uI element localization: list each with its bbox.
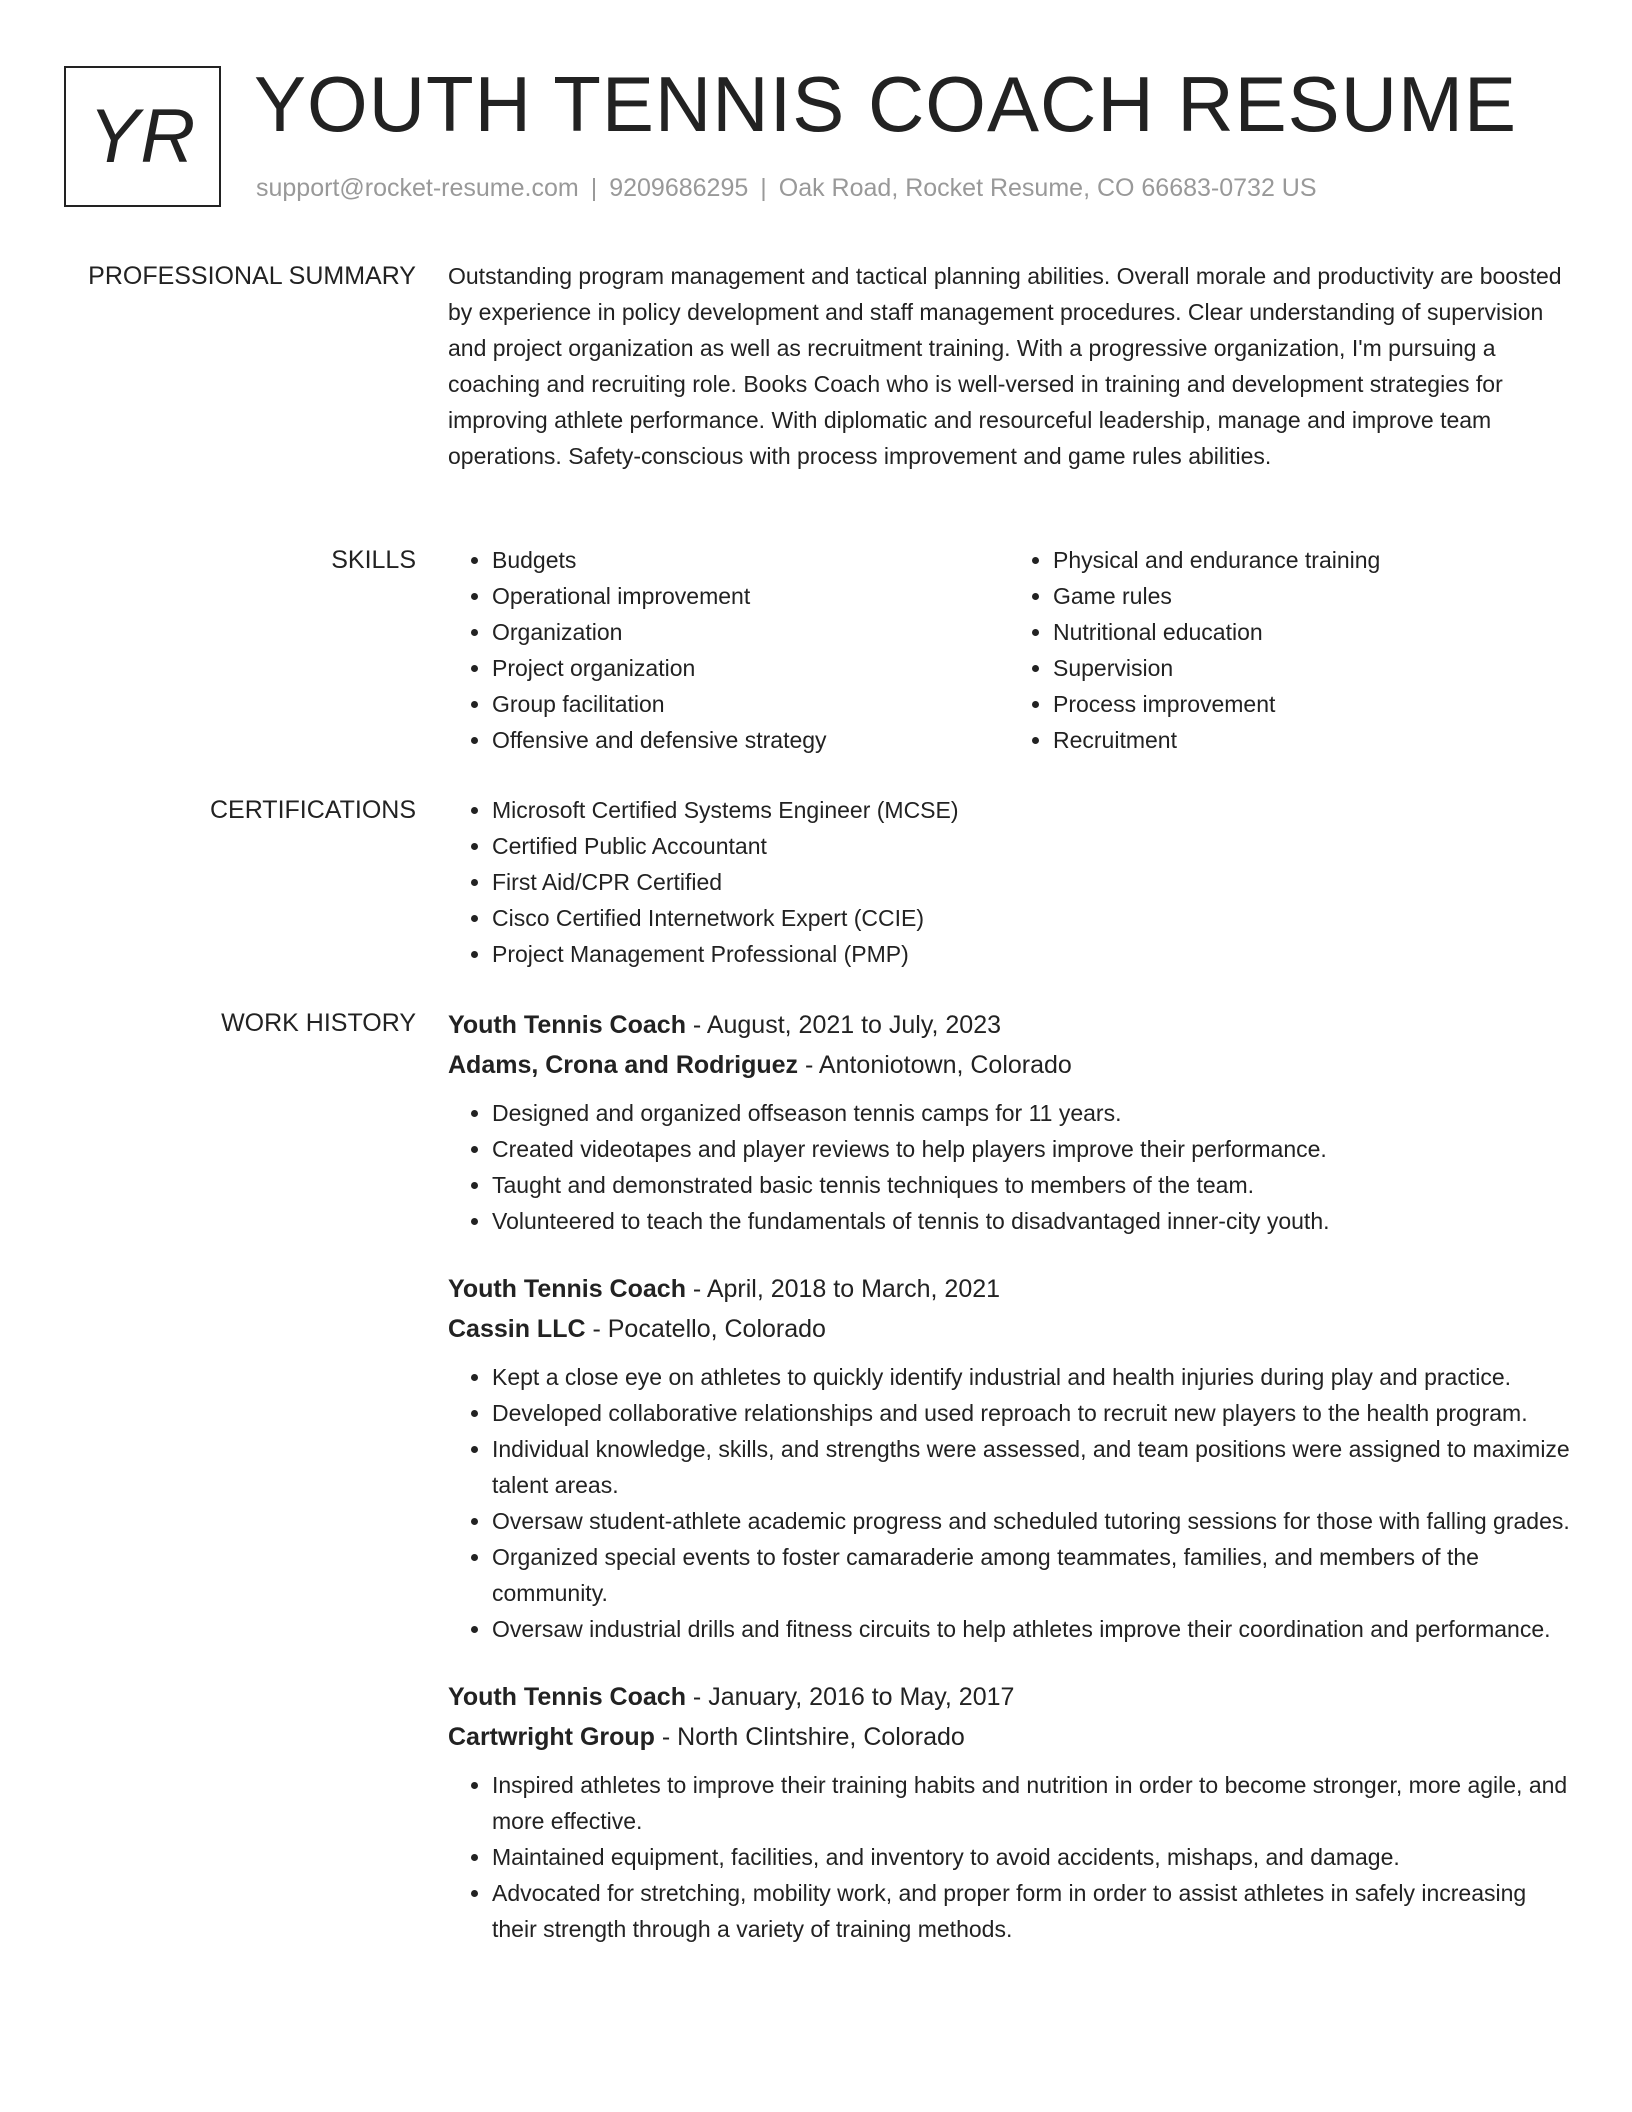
job-bullet: • Individual knowledge, skills, and strengths were assessed, and team positions were assigned to maximize talent areas. [492,1431,1570,1503]
job-title-line: Youth Tennis Coach - April, 2018 to March, 2021 [448,1275,1001,1303]
skill-item: • Operational improvement [492,578,1009,614]
contact-line [256,174,1317,203]
skill-item: • Nutritional education [1053,614,1570,650]
job-bullet: • Taught and demonstrated basic tennis techniques to members of the team. [492,1167,1570,1203]
job-location: North Clintshire, Colorado [677,1723,965,1751]
summary-label: PROFESSIONAL SUMMARY [88,262,416,290]
job-bullets [448,1095,1570,1239]
job-bullet: • Maintained equipment, facilities, and inventory to avoid accidents, mishaps, and damage. [492,1839,1570,1875]
contact-phone: 9209686295 [609,174,749,202]
skill-item: • Game rules [1053,578,1570,614]
certifications-body [448,792,1570,972]
skill-item: • Organization [492,614,1009,650]
job-title: Youth Tennis Coach [448,1683,686,1711]
contact-separator: | [590,174,598,202]
certification-item: • Certified Public Accountant [492,828,1570,864]
skill-item: • Physical and endurance training [1053,542,1570,578]
job-company-line: Cartwright Group - North Clintshire, Colorado [448,1723,965,1751]
certification-item: • Project Management Professional (PMP) [492,936,1570,972]
job-entry [448,1005,1570,1239]
job-company-line: Adams, Crona and Rodriguez - Antoniotown, Colorado [448,1051,1072,1079]
job-bullets [448,1767,1570,1947]
job-company: Adams, Crona and Rodriguez [448,1051,799,1079]
job-location: Antoniotown, Colorado [818,1051,1072,1079]
contact-separator: | [760,174,767,202]
job-bullet: • Designed and organized offseason tennis camps for 11 years. [492,1095,1570,1131]
job-company: Cassin LLC [448,1315,586,1343]
summary-text: Outstanding program management and tactical planning abilities. Overall morale and productivity are boosted by experience in policy development and staff management procedures. Clear understanding of supervision and project organization as well as recruitment training. With a progressive organization, I'm pursuing a coaching and recruiting role. Books Coach who is well-versed in training and development strategies for improving athlete performance. With diplomatic and resourceful leadership, manage and improve team operations. Safety-conscious with process improvement and game rules abilities. [448,263,1562,469]
job-bullet: • Developed collaborative relationships and used reproach to recruit new players to the health program. [492,1395,1570,1431]
certifications-label: CERTIFICATIONS [209,796,416,824]
resume-title: YOUTH TENNIS COACH RESUME [254,60,1518,148]
job-bullet: • Advocated for stretching, mobility work, and proper form in order to assist athletes in safely increasing their strength through a variety of training methods. [492,1875,1570,1947]
certifications-list [448,792,1570,972]
skill-item: • Process improvement [1053,686,1570,722]
job-bullet: • Volunteered to teach the fundamentals of tennis to disadvantaged inner-city youth. [492,1203,1570,1239]
job-title: Youth Tennis Coach [448,1011,686,1039]
contact-address: Oak Road, Rocket Resume, CO 66683-0732 US [778,174,1317,202]
job-company: Cartwright Group [448,1723,655,1751]
job-title-line: Youth Tennis Coach - August, 2021 to July, 2023 [448,1011,1002,1039]
job-bullet: • Oversaw student-athlete academic progress and scheduled tutoring sessions for those with falling grades. [492,1503,1570,1539]
skill-item: • Project organization [492,650,1009,686]
skill-item: • Recruitment [1053,722,1570,758]
skills-list-right [1009,542,1570,758]
skill-item: • Offensive and defensive strategy [492,722,1009,758]
job-bullet: • Created videotapes and player reviews to help players improve their performance. [492,1131,1570,1167]
job-dates: April, 2018 to March, 2021 [706,1275,1001,1303]
monogram-initials: YR [88,94,197,179]
job-title: Youth Tennis Coach [448,1275,686,1303]
job-company-line: Cassin LLC - Pocatello, Colorado [448,1315,826,1343]
job-bullets [448,1359,1570,1647]
job-bullet: • Oversaw industrial drills and fitness circuits to help athletes improve their coordination and performance. [492,1611,1570,1647]
job-bullet: • Kept a close eye on athletes to quickly identify industrial and health injuries during play and practice. [492,1359,1570,1395]
job-bullet: • Inspired athletes to improve their training habits and nutrition in order to become stronger, more agile, and more effective. [492,1767,1570,1839]
skill-item: • Supervision [1053,650,1570,686]
work-history-body [448,1005,1570,1977]
job-bullet: • Organized special events to foster camaraderie among teammates, families, and members of the community. [492,1539,1570,1611]
job-dates: August, 2021 to July, 2023 [706,1011,1002,1039]
skills-body [448,542,1570,758]
contact-email: support@rocket-resume.com [256,174,579,202]
certification-item: • First Aid/CPR Certified [492,864,1570,900]
skill-item: • Group facilitation [492,686,1009,722]
skills-list-left [448,542,1009,758]
job-location: Pocatello, Colorado [607,1315,826,1343]
monogram-box [64,66,221,207]
job-entry [448,1677,1570,1947]
skill-item: • Budgets [492,542,1009,578]
work-history-label: WORK HISTORY [221,1009,416,1037]
job-entry [448,1269,1570,1647]
job-dates: January, 2016 to May, 2017 [708,1683,1015,1711]
certification-item: • Cisco Certified Internetwork Expert (CCIE) [492,900,1570,936]
skills-label: SKILLS [331,546,416,574]
job-title-line: Youth Tennis Coach - January, 2016 to May, 2017 [448,1683,1015,1711]
certification-item: • Microsoft Certified Systems Engineer (MCSE) [492,792,1570,828]
summary-body [448,258,1570,474]
